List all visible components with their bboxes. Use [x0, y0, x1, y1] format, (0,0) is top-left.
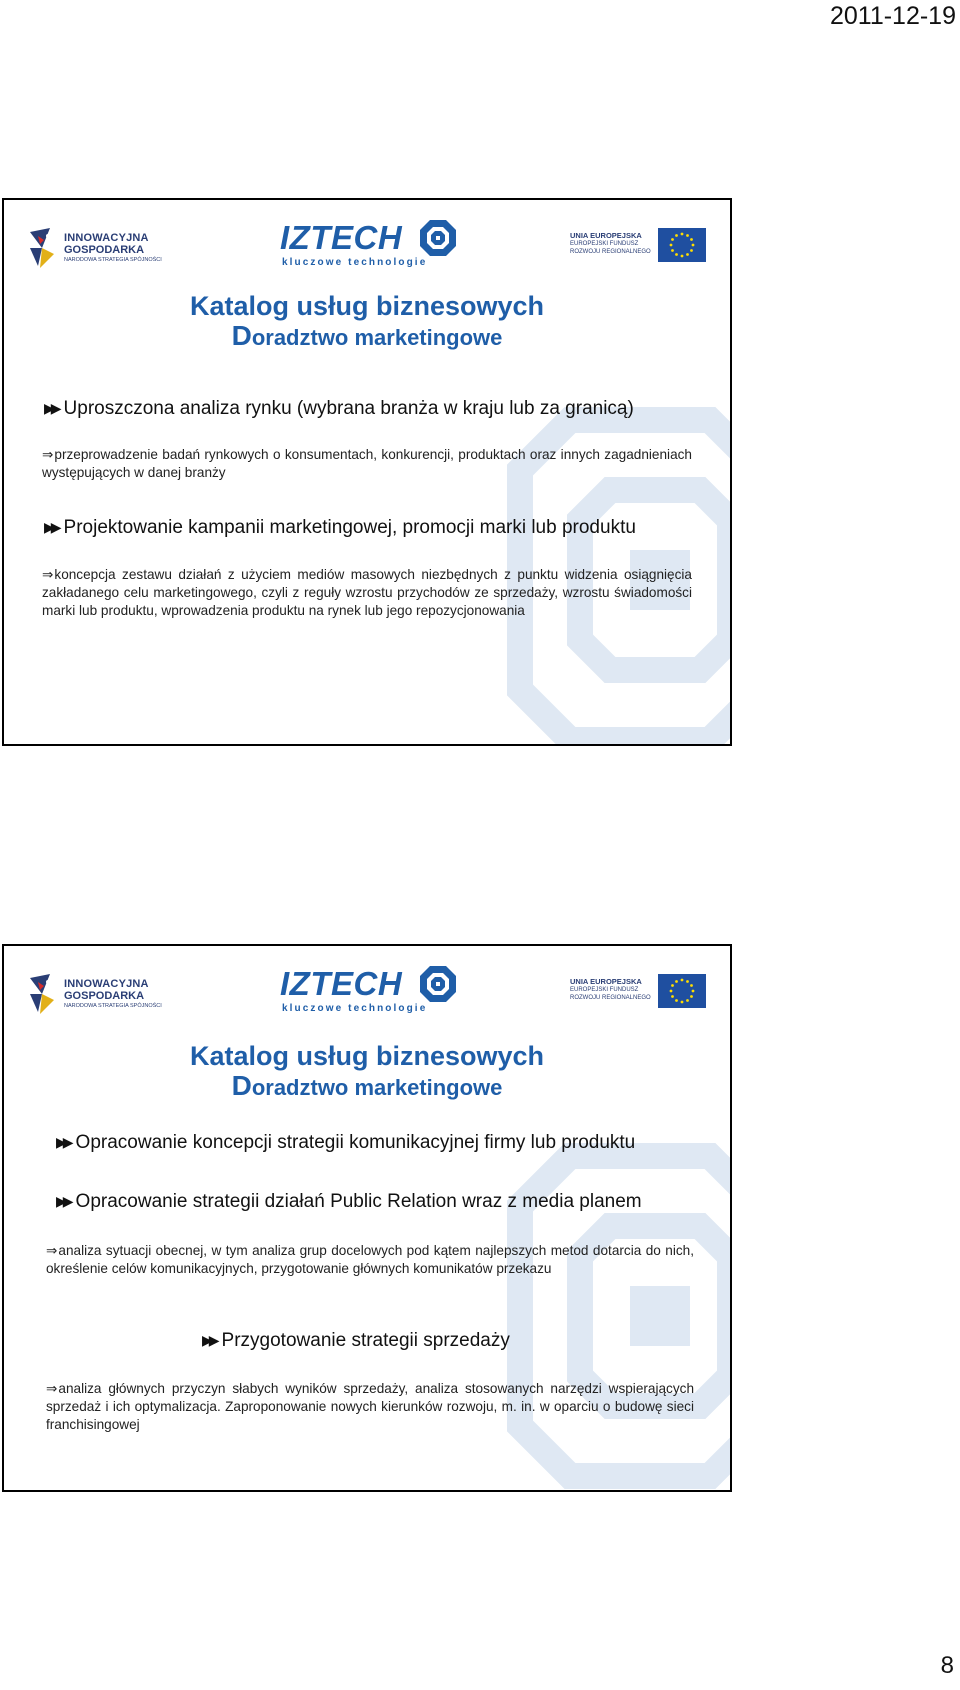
title-main: Katalog usług biznesowych — [189, 291, 545, 321]
iztech-wordmark: IZTECH — [280, 965, 403, 1002]
innovative-economy-mark-icon — [28, 226, 56, 270]
eu-logo-line2: EUROPEJSKI FUNDUSZ — [570, 241, 639, 247]
description-paragraph — [42, 446, 692, 482]
bullet-item — [202, 1329, 510, 1352]
innovative-economy-line2: GOSPODARKA — [64, 990, 145, 1002]
implies-arrow-icon: ⇒ — [42, 447, 54, 462]
eu-flag-icon — [658, 228, 706, 262]
eu-logo-line3: ROZWOJU REGIONALNEGO — [570, 249, 651, 255]
double-arrow-icon: ▶▶ — [44, 519, 58, 535]
eu-logo-line3: ROZWOJU REGIONALNEGO — [570, 995, 651, 1001]
description-paragraph — [46, 1242, 694, 1278]
implies-arrow-icon: ⇒ — [42, 567, 54, 582]
slide-title — [4, 290, 730, 352]
innovative-economy-line1: INNOWACYJNA — [64, 978, 149, 990]
description-paragraph — [42, 566, 692, 620]
page-number: 8 — [940, 1652, 954, 1679]
implies-arrow-icon: ⇒ — [46, 1243, 58, 1258]
bullet-text: Projektowanie kampanii marketingowej, promocji marki lub produktu — [63, 517, 636, 538]
bullet-item — [44, 397, 634, 420]
title-sub — [4, 322, 730, 352]
subtitle-initial: D — [231, 1070, 252, 1101]
bullet-text: Opracowanie koncepcji strategii komunikacyjnej firmy lub produktu — [75, 1132, 636, 1153]
innovative-economy-logo — [28, 970, 168, 1018]
bullet-item — [56, 1190, 642, 1213]
paragraph-text: koncepcja zestawu działań z użyciem mediów masowych niezbędnych z punktu widzenia osiągnięcia zakładanego celu marketingowego, czyli z reguły wzrostu przychodów ze sprzedaży, wzrostu świadomości marki lub produktu, wprowadzenia produktu na rynek lub jego repozycjonowania — [42, 567, 692, 618]
slide-title — [4, 1040, 730, 1102]
innovative-economy-mark-icon — [28, 972, 56, 1016]
slide-2 — [2, 944, 732, 1492]
iztech-tagline: kluczowe technologie — [282, 257, 428, 268]
double-arrow-icon: ▶▶ — [202, 1332, 216, 1348]
bullet-text: Przygotowanie strategii sprzedaży — [221, 1330, 510, 1351]
eu-logo-line1: UNIA EUROPEJSKA — [570, 231, 642, 240]
bullet-text: Opracowanie strategii działań Public Relation wraz z media planem — [75, 1191, 642, 1212]
eu-logo-line1: UNIA EUROPEJSKA — [570, 977, 642, 986]
bullet-item — [44, 516, 636, 539]
subtitle-initial: D — [231, 320, 252, 351]
eu-fund-logo — [570, 228, 706, 264]
iztech-wordmark: IZTECH — [280, 219, 403, 256]
subtitle-rest: oradztwo marketingowe — [251, 325, 503, 350]
innovative-economy-line3: NARODOWA STRATEGIA SPÓJNOŚCI — [64, 257, 162, 263]
innovative-economy-line2: GOSPODARKA — [64, 244, 145, 256]
paragraph-text: analiza głównych przyczyn słabych wyników sprzedaży, analiza stosowanych narzędzi wspierających sprzedaż i ich optymalizacja. Zaproponowanie nowych kierunków rozwoju, m. in. w oparciu o budowę sieci franchisingowej — [46, 1381, 694, 1432]
subtitle-rest: oradztwo marketingowe — [251, 1075, 503, 1100]
paragraph-text: analiza sytuacji obecnej, w tym analiza grup docelowych pod kątem najlepszych metod dotarcia do nich, określenie celów komunikacyjnych, przygotowanie głównych komunikatów przekazu — [46, 1243, 694, 1276]
title-sub — [4, 1072, 730, 1102]
document-date: 2011-12-19 — [829, 2, 956, 30]
iztech-emblem-icon — [420, 220, 456, 256]
slide-header — [28, 966, 706, 1022]
double-arrow-icon: ▶▶ — [44, 400, 58, 416]
eu-logo-line2: EUROPEJSKI FUNDUSZ — [570, 987, 639, 993]
bullet-item — [56, 1131, 635, 1154]
bullet-text: Uproszczona analiza rynku (wybrana branża w kraju lub za granicą) — [63, 398, 634, 419]
slide-1 — [2, 198, 732, 746]
iztech-tagline: kluczowe technologie — [282, 1003, 428, 1014]
title-main: Katalog usług biznesowych — [189, 1041, 545, 1071]
iztech-logo — [280, 220, 458, 276]
double-arrow-icon: ▶▶ — [56, 1193, 70, 1209]
iztech-emblem-icon — [420, 966, 456, 1002]
eu-fund-logo — [570, 974, 706, 1010]
iztech-logo — [280, 966, 458, 1022]
paragraph-text: przeprowadzenie badań rynkowych o konsumentach, konkurencji, produktach oraz innych zagadnieniach występujących w danej branży — [42, 447, 692, 480]
innovative-economy-line1: INNOWACYJNA — [64, 232, 149, 244]
innovative-economy-logo — [28, 224, 168, 272]
implies-arrow-icon: ⇒ — [46, 1381, 58, 1396]
slide-header — [28, 220, 706, 276]
innovative-economy-line3: NARODOWA STRATEGIA SPÓJNOŚCI — [64, 1003, 162, 1009]
description-paragraph — [46, 1380, 694, 1434]
double-arrow-icon: ▶▶ — [56, 1134, 70, 1150]
eu-flag-icon — [658, 974, 706, 1008]
